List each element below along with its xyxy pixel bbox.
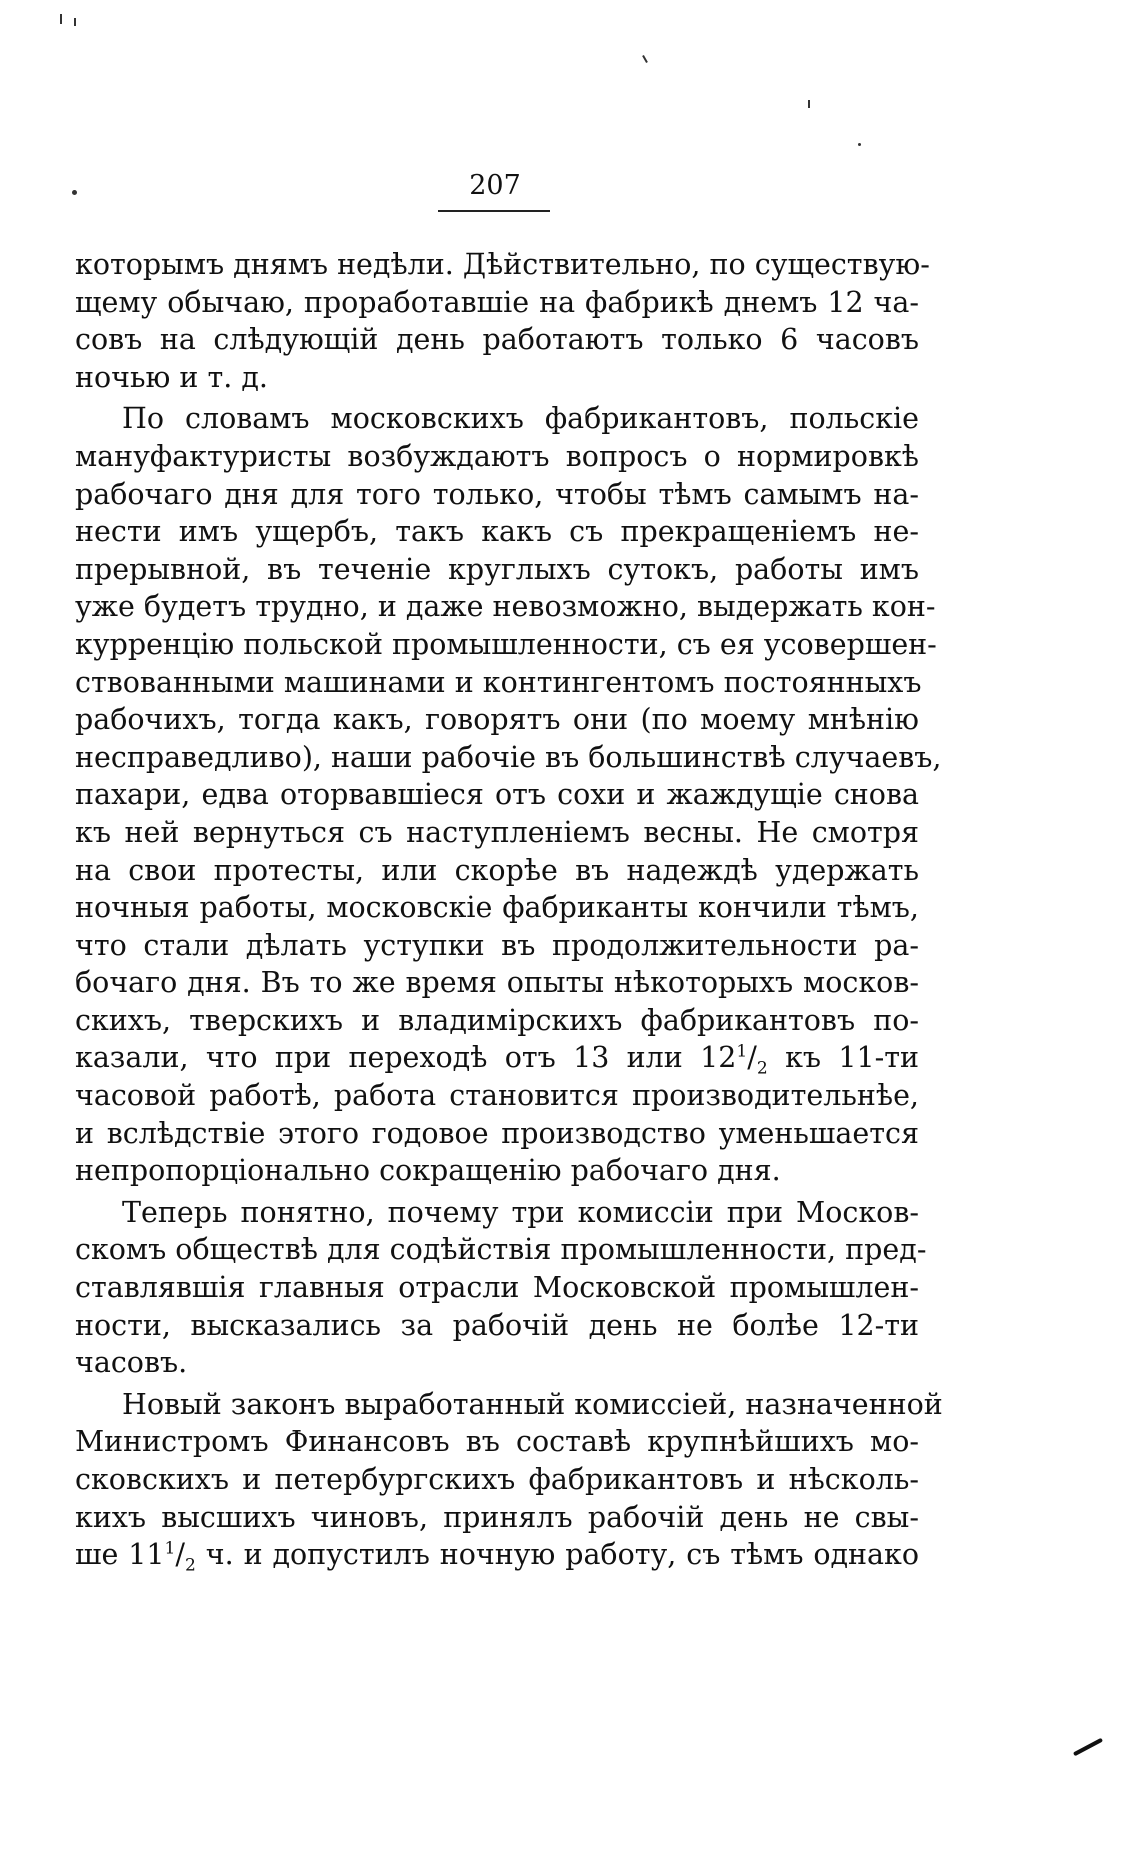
body-text <box>75 246 943 1576</box>
ink-speck <box>60 14 62 24</box>
text-line: курренцію польской промышленности, съ ея усовершен- <box>75 627 937 661</box>
fraction-numerator: 1 <box>736 1041 748 1062</box>
text-line: ставлявшія главныя отрасли Московской промышлен- <box>75 1271 919 1305</box>
text-line: Новый законъ выработанный комиссіей, назначенной <box>122 1387 943 1421</box>
text-line: ночныя работы, московскіе фабриканты кончили тѣмъ, <box>75 891 919 925</box>
text-line: непропорціонально сокращенію рабочаго дня. <box>75 1154 781 1188</box>
ink-dot <box>72 190 77 195</box>
text-segment: ше 11 <box>75 1538 165 1572</box>
text-segment: казали, что при переходѣ отъ 13 или 12 <box>75 1041 737 1075</box>
text-line: часовой работѣ, работа становится производительнѣе, <box>75 1079 919 1113</box>
fraction-numerator: 1 <box>164 1538 176 1559</box>
ink-speck <box>642 55 648 63</box>
text-line: нести имъ ущербъ, такъ какъ съ прекращеніемъ не- <box>75 515 919 549</box>
text-line: пахари, едва оторвавшіеся отъ сохи и жаждущіе снова <box>75 778 919 812</box>
fraction-denominator: 2 <box>756 1059 768 1080</box>
page-number-rule <box>438 210 550 212</box>
text-line-with-fraction <box>75 1039 919 1080</box>
text-line: что стали дѣлать уступки въ продолжительности ра- <box>75 928 919 962</box>
text-segment: ч. и допустилъ ночную работу, съ тѣмъ однако <box>195 1538 919 1572</box>
fraction-denominator: 2 <box>185 1555 196 1576</box>
text-line: которымъ днямъ недѣли. Дѣйствительно, по существую- <box>75 248 930 281</box>
text-line: сковскихъ и петербургскихъ фабрикантовъ и нѣсколь- <box>75 1463 919 1496</box>
text-line: скомъ обществѣ для содѣйствія промышленности, пред- <box>75 1233 927 1267</box>
ink-speck <box>74 18 76 26</box>
text-line: ствованными машинами и контингентомъ постоянныхъ <box>75 665 922 699</box>
text-line: мануфактуристы возбуждаютъ вопросъ о нормировкѣ <box>75 439 919 473</box>
text-line: и вслѣдствіе этого годовое производство уменьшается <box>75 1116 919 1150</box>
text-line: рабочаго дня для того только, чтобы тѣмъ самымъ на- <box>75 477 919 511</box>
fraction-separator: / <box>175 1538 186 1572</box>
text-line: ночью и т. д. <box>75 360 268 394</box>
text-segment: къ 11-ти <box>767 1041 919 1075</box>
ink-speck <box>808 100 810 108</box>
text-line: совъ на слѣдующій день работаютъ только 6 часовъ <box>75 323 919 357</box>
text-line: часовъ. <box>75 1346 188 1380</box>
text-line: на свои протесты, или скорѣе въ надеждѣ удержать <box>75 853 919 887</box>
text-line: кихъ высшихъ чиновъ, принялъ рабочій день не свы- <box>75 1500 919 1534</box>
text-line: прерывной, въ теченіе круглыхъ сутокъ, работы имъ <box>75 552 919 586</box>
text-line: уже будетъ трудно, и даже невозможно, выдержать кон- <box>75 590 936 624</box>
text-line: бочаго дня. Въ то же время опыты нѣкоторыхъ москов- <box>75 966 919 1000</box>
text-line: Теперь понятно, почему три комиссіи при Москов- <box>122 1195 919 1229</box>
text-line: По словамъ московскихъ фабрикантовъ, польскіе <box>122 402 919 436</box>
text-line: несправедливо), наши рабочіе въ большинствѣ случаевъ, <box>75 740 942 774</box>
page-number: 207 <box>469 170 521 201</box>
text-line: къ ней вернуться съ наступленіемъ весны. Не смотря <box>75 815 919 849</box>
pencil-mark <box>1073 1738 1103 1757</box>
text-line: рабочихъ, тогда какъ, говорятъ они (по моему мнѣнію <box>75 703 919 737</box>
ink-dot <box>858 143 861 146</box>
text-line: ности, высказались за рабочій день не болѣе 12-ти <box>75 1308 919 1342</box>
text-line: щему обычаю, проработавшіе на фабрикѣ днемъ 12 ча- <box>75 285 919 319</box>
text-line: Министромъ Финансовъ въ составѣ крупнѣйшихъ мо- <box>75 1425 919 1459</box>
text-line-with-fraction <box>75 1536 919 1574</box>
text-line: скихъ, тверскихъ и владимірскихъ фабрикантовъ по- <box>75 1003 919 1037</box>
fraction-separator: / <box>747 1041 757 1075</box>
